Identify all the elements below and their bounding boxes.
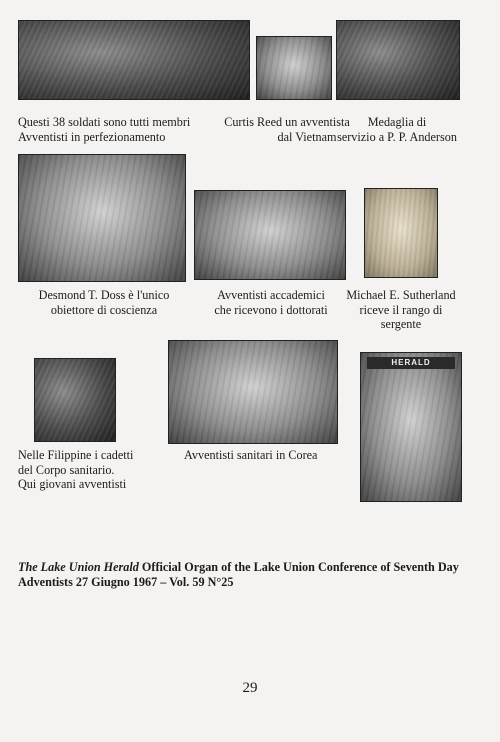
page-number: 29 bbox=[242, 680, 258, 696]
newspaper-masthead: HERALD bbox=[367, 357, 455, 369]
photo-academic-doctorates bbox=[194, 190, 346, 280]
photo-medal-anderson bbox=[336, 20, 460, 100]
caption-medal: Medaglia di servizio a P. P. Anderson bbox=[337, 115, 457, 144]
photo-michael-sutherland bbox=[364, 188, 438, 278]
caption-academics: Avventisti accademici che ricevono i dottorati bbox=[214, 288, 328, 317]
photo-newspaper-clipping bbox=[360, 352, 462, 502]
publication-title: The Lake Union Herald bbox=[18, 560, 139, 574]
photo-philippines-cadets bbox=[34, 358, 116, 442]
caption-soldiers: Questi 38 soldati sono tutti membri Avventisti in perfezionamento bbox=[18, 115, 191, 144]
photo-korea-medics bbox=[168, 340, 338, 444]
caption-sutherland: Michael E. Sutherland riceve il rango di sergente bbox=[346, 288, 456, 331]
caption-philippines: Nelle Filippine i cadetti del Corpo sanitario. Qui giovani avventisti bbox=[18, 448, 134, 491]
photo-curtis-reed bbox=[256, 36, 332, 100]
caption-doss: Desmond T. Doss è l'unico obiettore di coscienza bbox=[38, 288, 170, 317]
photo-desmond-doss bbox=[18, 154, 186, 282]
caption-korea: Avventisti sanitari in Corea bbox=[184, 448, 318, 462]
caption-curtis-reed: Curtis Reed un avventista dal Vietnam bbox=[224, 115, 350, 144]
photo-38-soldiers bbox=[18, 20, 250, 100]
source-credit bbox=[18, 560, 486, 590]
publication-details: Official Organ of the Lake Union Conference of Seventh Day Adventists 27 Giugno 1967 – Vol. 59 N°25 bbox=[18, 560, 459, 589]
